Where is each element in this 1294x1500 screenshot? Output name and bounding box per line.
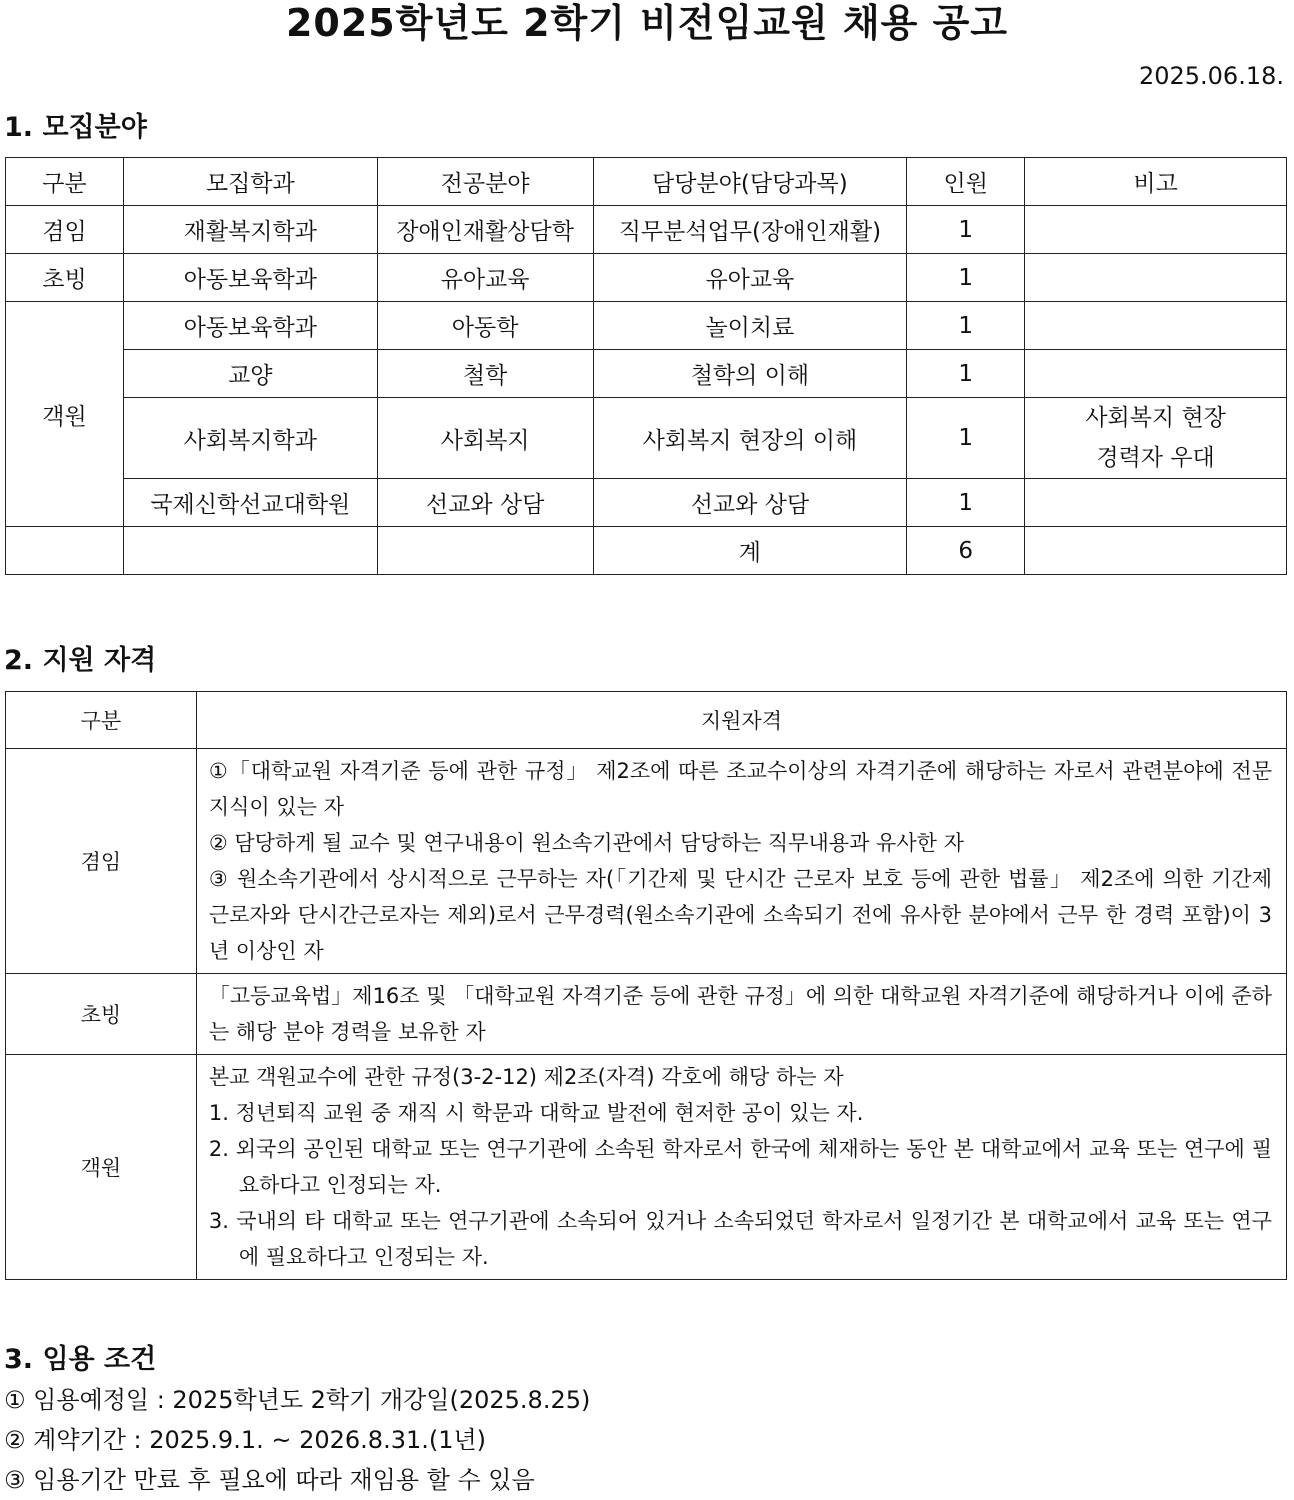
qualification-item: ③ 원소속기관에서 상시적으로 근무하는 자(「기간제 및 단시간 근로자 보호 등에 관한 법률」 제2조에 의한 기간제 근로자와 단시간근로자는 제외)로서 근무경력(원소속기관에 소속되기 전에 유사한 분야에서 근무 한 경력 포함)이 3년 이상인 자 — [208, 867, 1272, 963]
section1-heading: 1. 모집분야 — [4, 112, 147, 143]
condition-item: ② 계약기간 : 2025.9.1. ~ 2026.8.31.(1년) — [4, 1426, 487, 1454]
subject-cell: 사회복지 현장의 이해 — [593, 398, 907, 479]
qualification-item: 「고등교육법」제16조 및 「대학교원 자격기준 등에 관한 규정」에 의한 대학교원 자격기준에 해당하거나 이에 준하는 해당 분야 경력을 보유한 자 — [208, 984, 1272, 1044]
note-cell — [1025, 206, 1287, 254]
note-cell — [1025, 254, 1287, 302]
qualification-cell — [196, 749, 1286, 974]
note-cell — [1025, 479, 1287, 527]
empty-cell — [1025, 527, 1287, 575]
count-cell: 1 — [907, 398, 1025, 479]
count-cell: 1 — [907, 350, 1025, 398]
count-cell: 1 — [907, 302, 1025, 350]
qualification-item: ①「대학교원 자격기준 등에 관한 규정」 제2조에 따른 조교수이상의 자격기준에 해당하는 자로서 관련분야에 전문지식이 있는 자 — [208, 759, 1272, 819]
header-cell: 비고 — [1025, 158, 1287, 206]
type-cell: 초빙 — [6, 254, 124, 302]
qualification-item: 3. 국내의 타 대학교 또는 연구기관에 소속되어 있거나 소속되었던 학자로서 일정기간 본 대학교에서 교육 또는 연구에 필요하다고 인정되는 자. — [208, 1209, 1272, 1269]
qualification-item: 2. 외국의 공인된 대학교 또는 연구기관에 소속된 학자로서 한국에 체재하는 동안 본 대학교에서 교육 또는 연구에 필요하다고 인정되는 자. — [208, 1137, 1272, 1197]
table-row — [6, 479, 1287, 527]
major-cell: 아동학 — [377, 302, 593, 350]
table-row — [6, 749, 1287, 974]
condition-item: ③ 임용기간 만료 후 필요에 따라 재임용 할 수 있음 — [4, 1466, 535, 1494]
dept-cell: 아동보육학과 — [123, 302, 377, 350]
major-cell: 선교와 상담 — [377, 479, 593, 527]
major-cell: 장애인재활상담학 — [377, 206, 593, 254]
section3-heading: 3. 임용 조건 — [4, 1344, 157, 1375]
count-cell: 1 — [907, 206, 1025, 254]
total-row — [6, 527, 1287, 575]
header-cell: 인원 — [907, 158, 1025, 206]
total-count: 6 — [907, 527, 1025, 575]
empty-cell — [377, 527, 593, 575]
qualification-item: 1. 정년퇴직 교원 중 재직 시 학문과 대학교 발전에 현저한 공이 있는 자. — [208, 1101, 864, 1125]
header-cell: 지원자격 — [196, 692, 1286, 749]
section2-heading: 2. 지원 자격 — [4, 645, 157, 676]
qualification-intro: 본교 객원교수에 관한 규정(3-2-12) 제2조(자격) 각호에 해당 하는 자 — [208, 1065, 844, 1089]
table-row — [6, 302, 1287, 350]
type-cell: 객원 — [6, 1055, 197, 1280]
header-cell: 구분 — [6, 158, 124, 206]
major-cell: 사회복지 — [377, 398, 593, 479]
page-title: 2025학년도 2학기 비전임교원 채용 공고 — [285, 1, 1009, 45]
dept-cell: 아동보육학과 — [123, 254, 377, 302]
type-cell: 겸임 — [6, 206, 124, 254]
type-cell: 객원 — [6, 302, 124, 527]
subject-cell: 선교와 상담 — [593, 479, 907, 527]
header-cell: 모집학과 — [123, 158, 377, 206]
count-cell: 1 — [907, 479, 1025, 527]
table-row — [6, 398, 1287, 479]
note-line: 경력자 우대 — [1096, 445, 1215, 471]
type-cell: 겸임 — [6, 749, 197, 974]
table-row — [6, 254, 1287, 302]
note-cell — [1025, 302, 1287, 350]
header-cell: 구분 — [6, 692, 197, 749]
dept-cell: 사회복지학과 — [123, 398, 377, 479]
subject-cell: 직무분석업무(장애인재활) — [593, 206, 907, 254]
dept-cell: 재활복지학과 — [123, 206, 377, 254]
recruitment-table — [5, 157, 1287, 575]
qualification-table — [5, 691, 1287, 1280]
note-line: 사회복지 현장 — [1085, 405, 1226, 431]
type-cell: 초빙 — [6, 974, 197, 1055]
major-cell: 유아교육 — [377, 254, 593, 302]
note-cell — [1025, 350, 1287, 398]
table-row — [6, 974, 1287, 1055]
qualification-cell — [196, 974, 1286, 1055]
major-cell: 철학 — [377, 350, 593, 398]
qualification-cell — [196, 1055, 1286, 1280]
subject-cell: 유아교육 — [593, 254, 907, 302]
count-cell: 1 — [907, 254, 1025, 302]
subject-cell: 철학의 이해 — [593, 350, 907, 398]
table-row — [6, 1055, 1287, 1280]
condition-item: ① 임용예정일 : 2025학년도 2학기 개강일(2025.8.25) — [4, 1386, 591, 1414]
subject-cell: 놀이치료 — [593, 302, 907, 350]
note-cell — [1025, 398, 1287, 479]
announcement-date: 2025.06.18. — [1138, 62, 1284, 90]
empty-cell — [123, 527, 377, 575]
table-header-row — [6, 158, 1287, 206]
table-row — [6, 350, 1287, 398]
header-cell: 전공분야 — [377, 158, 593, 206]
table-row — [6, 206, 1287, 254]
qualification-item: ② 담당하게 될 교수 및 연구내용이 원소속기관에서 담당하는 직무내용과 유사한 자 — [208, 831, 964, 855]
dept-cell: 국제신학선교대학원 — [123, 479, 377, 527]
header-cell: 담당분야(담당과목) — [593, 158, 907, 206]
empty-cell — [6, 527, 124, 575]
total-label: 계 — [593, 527, 907, 575]
dept-cell: 교양 — [123, 350, 377, 398]
table-header-row — [6, 692, 1287, 749]
